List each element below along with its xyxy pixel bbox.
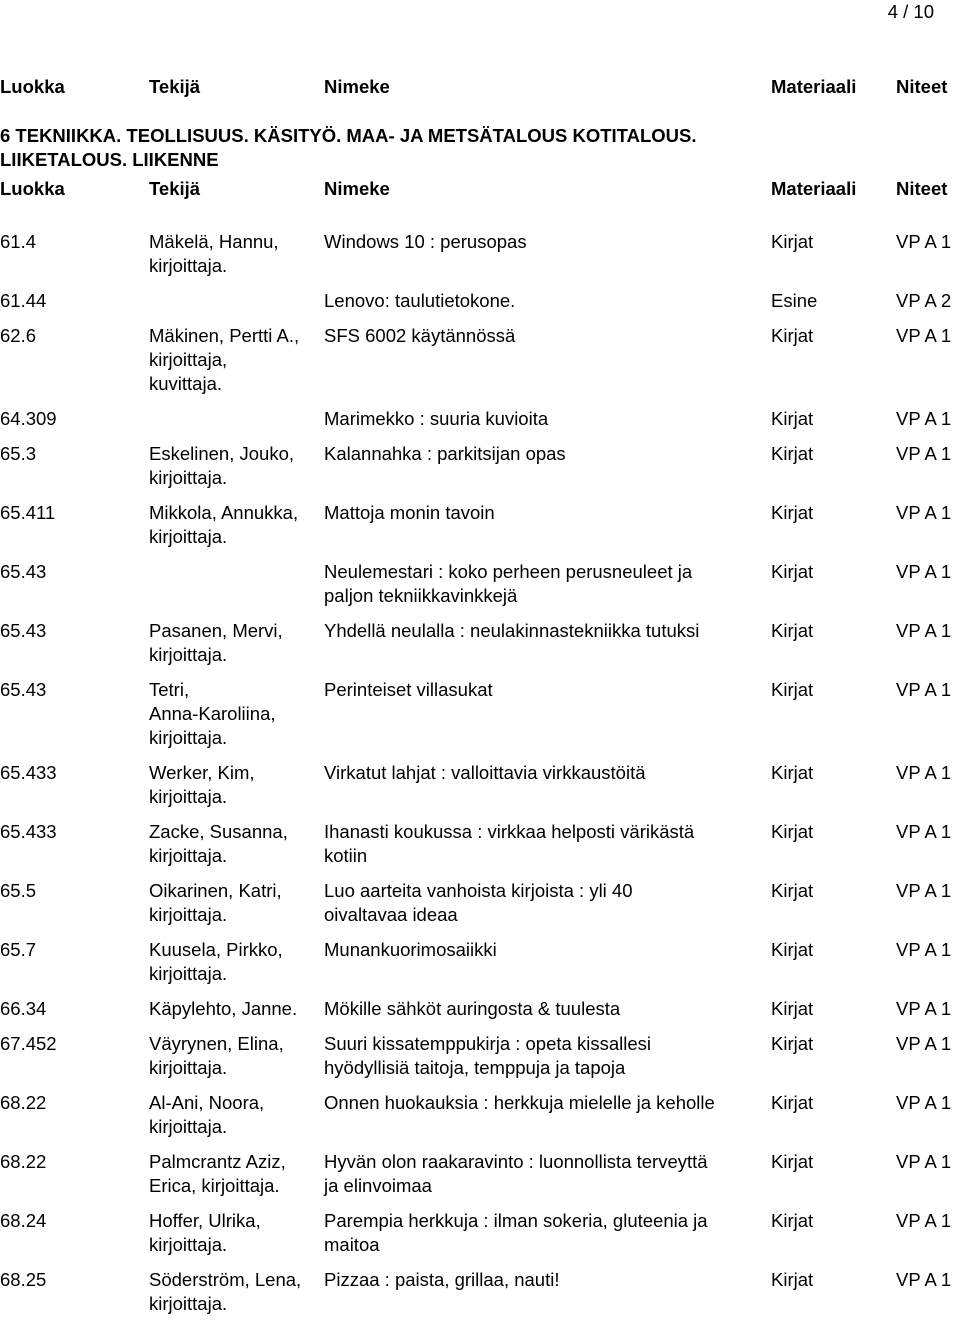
row-niteet: VP A 1 <box>896 1151 952 1172</box>
table-row <box>0 820 960 879</box>
row-nimeke: Neulemestari : koko perheen perusneuleet ja paljon tekniikkavinkkejä <box>324 561 693 606</box>
row-luokka: 68.24 <box>0 1210 47 1231</box>
column-header-tekija: Tekijä <box>149 76 201 97</box>
table-row <box>0 1209 960 1268</box>
row-tekija: Käpylehto, Janne. <box>149 998 298 1019</box>
row-niteet: VP A 1 <box>896 1033 952 1054</box>
row-nimeke: SFS 6002 käytännössä <box>324 325 516 346</box>
row-nimeke: Munankuorimosaiikki <box>324 939 497 960</box>
row-niteet: VP A 1 <box>896 939 952 960</box>
row-niteet: VP A 1 <box>896 762 952 783</box>
row-materiaali: Kirjat <box>771 998 814 1019</box>
row-luokka: 68.22 <box>0 1092 47 1113</box>
column-header-tekija: Tekijä <box>149 178 201 199</box>
row-luokka: 67.452 <box>0 1033 57 1054</box>
row-luokka: 68.22 <box>0 1151 47 1172</box>
table-row <box>0 501 960 560</box>
row-materiaali: Esine <box>771 290 818 311</box>
row-nimeke: Windows 10 : perusopas <box>324 231 527 252</box>
section-title: 6 TEKNIIKKA. TEOLLISUUS. KÄSITYÖ. MAA- JA METSÄTALOUS KOTITALOUS. LIIKETALOUS. LIIKENNE <box>0 125 697 170</box>
row-tekija: Oikarinen, Katri, kirjoittaja. <box>149 880 282 925</box>
row-niteet: VP A 1 <box>896 443 952 464</box>
row-niteet: VP A 1 <box>896 502 952 523</box>
row-materiaali: Kirjat <box>771 679 814 700</box>
row-tekija: Pasanen, Mervi, kirjoittaja. <box>149 620 283 665</box>
row-nimeke: Parempia herkkuja : ilman sokeria, gluteenia ja maitoa <box>324 1210 708 1255</box>
row-tekija: Palmcrantz Aziz, Erica, kirjoittaja. <box>149 1151 286 1196</box>
row-tekija: Hoffer, Ulrika, kirjoittaja. <box>149 1210 261 1255</box>
row-nimeke: Kalannahka : parkitsijan opas <box>324 443 566 464</box>
row-tekija: Mäkinen, Pertti A., kirjoittaja, kuvittaja. <box>149 325 300 394</box>
row-nimeke: Luo aarteita vanhoista kirjoista : yli 40 oivaltavaa ideaa <box>324 880 633 925</box>
row-materiaali: Kirjat <box>771 1033 814 1054</box>
row-niteet: VP A 2 <box>896 290 952 311</box>
row-nimeke: Marimekko : suuria kuvioita <box>324 408 549 429</box>
row-tekija: Väyrynen, Elina, kirjoittaja. <box>149 1033 284 1078</box>
table-row <box>0 407 960 442</box>
column-header-niteet: Niteet <box>896 76 948 97</box>
row-materiaali: Kirjat <box>771 1092 814 1113</box>
column-header-nimeke: Nimeke <box>324 76 390 97</box>
row-materiaali: Kirjat <box>771 880 814 901</box>
row-luokka: 62.6 <box>0 325 37 346</box>
table-row <box>0 1032 960 1091</box>
table-row <box>0 1091 960 1150</box>
row-luokka: 64.309 <box>0 408 57 429</box>
row-niteet: VP A 1 <box>896 231 952 252</box>
row-niteet: VP A 1 <box>896 1269 952 1290</box>
row-nimeke: Lenovo: taulutietokone. <box>324 290 516 311</box>
row-nimeke: Yhdellä neulalla : neulakinnastekniikka tutuksi <box>324 620 700 641</box>
row-niteet: VP A 1 <box>896 325 952 346</box>
table-row <box>0 230 960 289</box>
row-materiaali: Kirjat <box>771 939 814 960</box>
row-luokka: 65.3 <box>0 443 37 464</box>
row-nimeke: Hyvän olon raakaravinto : luonnollista terveyttä ja elinvoimaa <box>324 1151 708 1196</box>
row-materiaali: Kirjat <box>771 325 814 346</box>
row-niteet: VP A 1 <box>896 620 952 641</box>
row-niteet: VP A 1 <box>896 1092 952 1113</box>
row-luokka: 65.43 <box>0 679 47 700</box>
row-tekija: Werker, Kim, kirjoittaja. <box>149 762 255 807</box>
row-niteet: VP A 1 <box>896 561 952 582</box>
column-header-niteet: Niteet <box>896 178 948 199</box>
table-row <box>0 442 960 501</box>
table-row <box>0 324 960 407</box>
row-tekija: Mikkola, Annukka, kirjoittaja. <box>149 502 299 547</box>
row-materiaali: Kirjat <box>771 231 814 252</box>
row-luokka: 65.43 <box>0 620 47 641</box>
row-niteet: VP A 1 <box>896 821 952 842</box>
column-header-nimeke: Nimeke <box>324 178 390 199</box>
row-luokka: 65.433 <box>0 821 57 842</box>
catalog-table <box>0 230 960 1327</box>
row-niteet: VP A 1 <box>896 408 952 429</box>
table-row <box>0 761 960 820</box>
row-luokka: 68.25 <box>0 1269 47 1290</box>
table-row <box>0 289 960 324</box>
row-luokka: 61.44 <box>0 290 47 311</box>
row-niteet: VP A 1 <box>896 880 952 901</box>
row-luokka: 66.34 <box>0 998 47 1019</box>
table-row <box>0 1150 960 1209</box>
row-materiaali: Kirjat <box>771 1210 814 1231</box>
table-row <box>0 619 960 678</box>
row-tekija: Mäkelä, Hannu, kirjoittaja. <box>149 231 279 276</box>
row-nimeke: Suuri kissatemppukirja : opeta kissallesi hyödyllisiä taitoja, temppuja ja tapoja <box>324 1033 651 1078</box>
row-nimeke: Perinteiset villasukat <box>324 679 493 700</box>
row-nimeke: Virkatut lahjat : valloittavia virkkaustöitä <box>324 762 646 783</box>
column-header-luokka: Luokka <box>0 76 65 97</box>
row-tekija: Zacke, Susanna, kirjoittaja. <box>149 821 288 866</box>
row-nimeke: Ihanasti koukussa : virkkaa helposti värikästä kotiin <box>324 821 695 866</box>
row-tekija: Kuusela, Pirkko, kirjoittaja. <box>149 939 283 984</box>
row-materiaali: Kirjat <box>771 502 814 523</box>
row-tekija: Eskelinen, Jouko, kirjoittaja. <box>149 443 295 488</box>
row-materiaali: Kirjat <box>771 443 814 464</box>
row-luokka: 61.4 <box>0 231 37 252</box>
row-materiaali: Kirjat <box>771 762 814 783</box>
row-luokka: 65.411 <box>0 502 56 523</box>
row-materiaali: Kirjat <box>771 1151 814 1172</box>
row-materiaali: Kirjat <box>771 561 814 582</box>
column-header-section <box>0 177 960 201</box>
row-materiaali: Kirjat <box>771 821 814 842</box>
table-row <box>0 879 960 938</box>
page-number: 4 / 10 <box>887 1 934 22</box>
row-nimeke: Mökille sähköt auringosta & tuulesta <box>324 998 621 1019</box>
column-header-top <box>0 75 960 99</box>
row-luokka: 65.433 <box>0 762 57 783</box>
table-row <box>0 997 960 1032</box>
row-niteet: VP A 1 <box>896 998 952 1019</box>
row-tekija: Tetri, Anna-Karoliina, kirjoittaja. <box>149 679 276 748</box>
table-row <box>0 678 960 761</box>
row-luokka: 65.43 <box>0 561 47 582</box>
column-header-luokka: Luokka <box>0 178 65 199</box>
row-materiaali: Kirjat <box>771 1269 814 1290</box>
table-row <box>0 938 960 997</box>
row-luokka: 65.7 <box>0 939 37 960</box>
row-luokka: 65.5 <box>0 880 37 901</box>
row-niteet: VP A 1 <box>896 679 952 700</box>
column-header-materiaali: Materiaali <box>771 178 857 199</box>
row-niteet: VP A 1 <box>896 1210 952 1231</box>
row-nimeke: Onnen huokauksia : herkkuja mielelle ja keholle <box>324 1092 715 1113</box>
row-nimeke: Pizzaa : paista, grillaa, nauti! <box>324 1269 560 1290</box>
row-tekija: Söderström, Lena, kirjoittaja. <box>149 1269 302 1314</box>
column-header-materiaali: Materiaali <box>771 76 857 97</box>
row-materiaali: Kirjat <box>771 620 814 641</box>
table-row <box>0 560 960 619</box>
row-nimeke: Mattoja monin tavoin <box>324 502 495 523</box>
table-row <box>0 1268 960 1327</box>
row-tekija: Al-Ani, Noora, kirjoittaja. <box>149 1092 265 1137</box>
row-materiaali: Kirjat <box>771 408 814 429</box>
